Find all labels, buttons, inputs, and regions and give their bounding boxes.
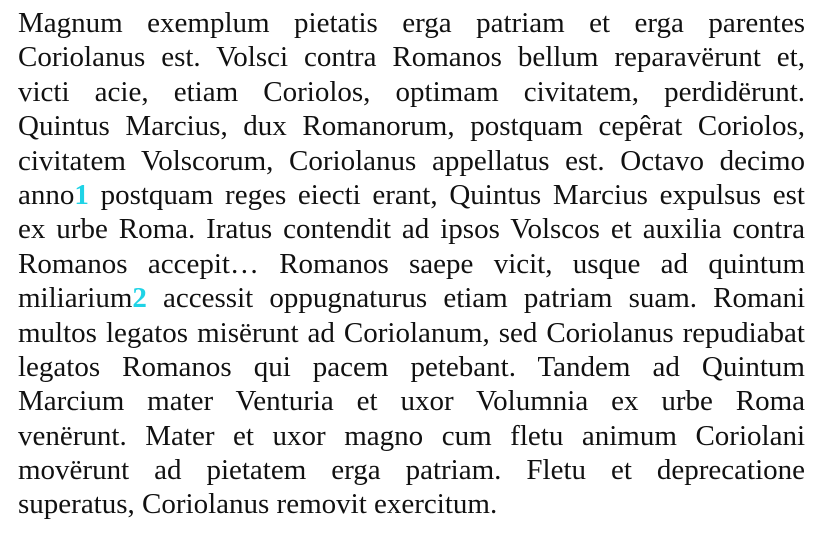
text-line-2: Coriolanus est. Volsci contra Romanos bellum reparavërunt et, (18, 41, 805, 74)
line-6-rest: postquam reges eiecti erant, Quintus Marcius expulsus est (88, 178, 805, 211)
text-line-3: victi acie, etiam Coriolos, optimam civitatem, perdidërunt. (18, 75, 805, 108)
text-line-14: movërunt ad pietatem erga patriam. Fletu et deprecatione (18, 454, 805, 487)
text-line-9 (18, 281, 805, 315)
text-line-15: superatus, Coriolanus removit exercitum. (18, 488, 498, 521)
text-line-5: civitatem Volscorum, Coriolanus appellatus est. Octavo decimo (18, 144, 805, 177)
footnote-marker-2[interactable]: 2 (132, 282, 147, 315)
text-line-12: Marcium mater Venturia et uxor Volumnia ex urbe Roma (18, 385, 805, 418)
line-9-rest: accessit oppugnaturus etiam patriam suam. Romani (146, 282, 805, 315)
text-line-11: legatos Romanos qui pacem petebant. Tandem ad Quintum (18, 350, 805, 383)
document-body (18, 6, 805, 522)
line-6-start: anno (18, 178, 75, 211)
text-line-4: Quintus Marcius, dux Romanorum, postquam cepêrat Coriolos, (18, 110, 805, 143)
footnote-marker-1[interactable]: 1 (74, 178, 89, 211)
text-line-13: venërunt. Mater et uxor magno cum fletu animum Coriolani (18, 419, 805, 452)
text-line-7: ex urbe Roma. Iratus contendit ad ipsos Volscos et auxilia contra (18, 213, 805, 246)
text-line-8: Romanos accepit… Romanos saepe vicit, usque ad quintum (18, 247, 805, 280)
line-9-start: miliarium (18, 282, 133, 315)
text-line-6 (18, 178, 805, 212)
text-line-10: multos legatos misërunt ad Coriolanum, sed Coriolanus repudiabat (18, 316, 805, 349)
text-line-1: Magnum exemplum pietatis erga patriam et erga parentes (18, 7, 805, 39)
